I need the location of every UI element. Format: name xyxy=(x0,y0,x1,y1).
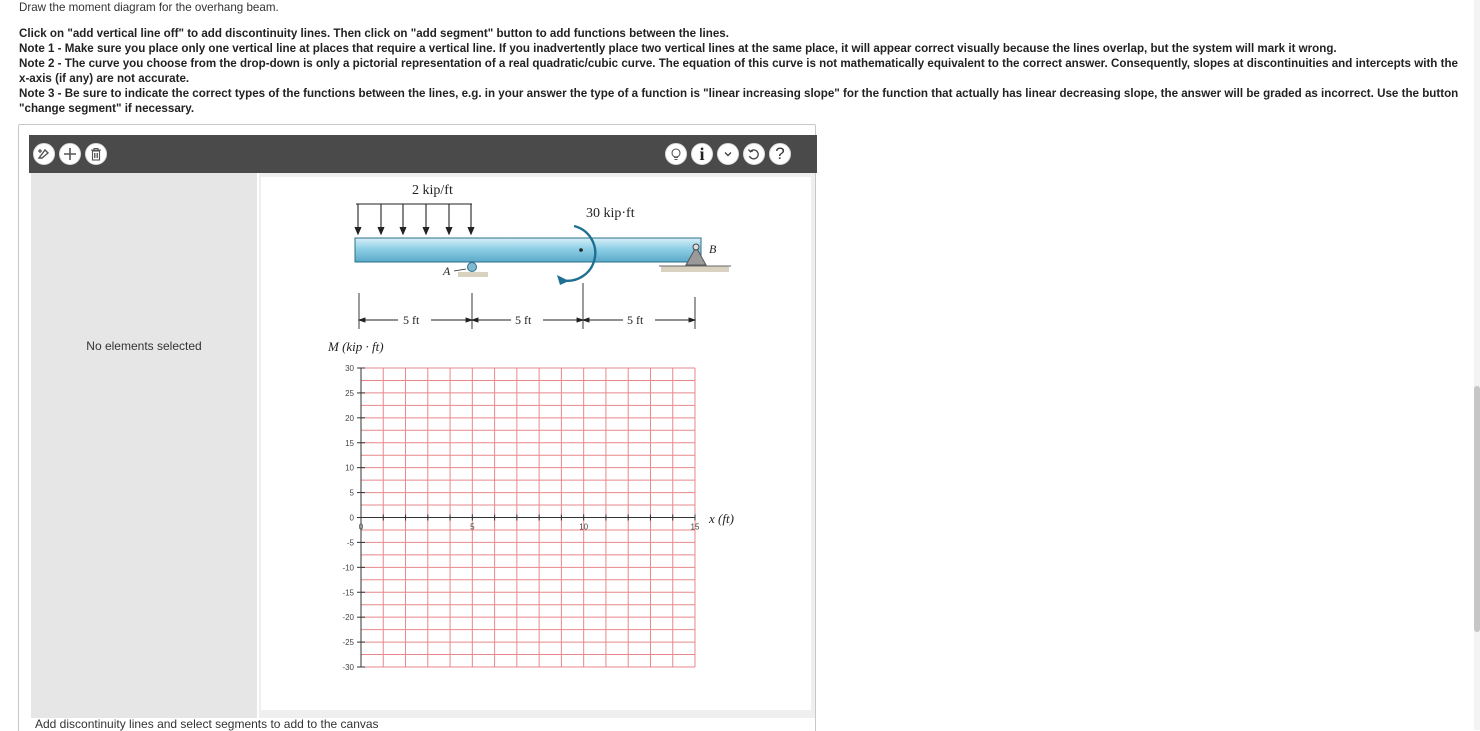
canvas-area xyxy=(259,173,815,718)
support-b-label: B xyxy=(709,242,717,256)
chevron-down-icon[interactable] xyxy=(717,143,739,165)
y-tick-label: 25 xyxy=(345,388,354,398)
y-tick-label: -10 xyxy=(342,563,354,573)
beam-figure xyxy=(355,183,731,329)
support-a-label: A xyxy=(443,264,451,278)
drawing-canvas[interactable] xyxy=(261,177,811,710)
help-icon[interactable]: ? xyxy=(769,143,791,165)
support-a xyxy=(442,263,488,279)
moment-label: 30 kip·ft xyxy=(586,206,635,221)
instruction-line: Click on "add vertical line off" to add discontinuity lines. Then click on "add segment" button to add functions between the lines. xyxy=(19,27,729,40)
x-axis-label: x (ft) xyxy=(709,511,734,526)
undo-icon[interactable] xyxy=(743,143,765,165)
drawing-widget xyxy=(18,124,816,731)
y-axis-label: M (kip · ft) xyxy=(328,339,384,354)
add-segment-icon[interactable] xyxy=(59,143,81,165)
x-tick-label: 15 xyxy=(690,522,700,532)
note-1: Note 1 - Make sure you place only one vertical line at places that require a vertical line. If you inadvertently place two vertical lines at the same place, it will appear correct visually because the lines overlap, but the system will mark it wrong. xyxy=(19,42,1337,55)
distributed-load-arrows xyxy=(355,204,474,234)
selection-message: No elements selected xyxy=(86,339,202,353)
x-tick-label: 5 xyxy=(470,522,475,532)
toolbar xyxy=(29,135,817,173)
load-label: 2 kip/ft xyxy=(412,183,453,198)
x-tick-label: 10 xyxy=(579,522,589,532)
info-icon[interactable]: i xyxy=(691,143,713,165)
y-tick-label: 10 xyxy=(345,463,354,473)
span-label: 5 ft xyxy=(403,313,420,327)
moment-axes xyxy=(342,364,700,672)
note-3: Note 3 - Be sure to indicate the correct types of the functions between the lines, e.g. in your answer the type of a function is "linear increasing slope" for the function that actually has linear decreasing slope, the answer will be graded as incorrect. Use the button "change segment" if necessary. xyxy=(19,87,1459,115)
y-tick-label: -30 xyxy=(342,663,354,672)
y-tick-label: 0 xyxy=(349,513,354,523)
hint-bulb-icon[interactable] xyxy=(665,143,687,165)
y-tick-label: 20 xyxy=(345,413,354,423)
y-tick-label: -15 xyxy=(342,588,354,598)
scrollbar-thumb[interactable] xyxy=(1474,386,1480,632)
page-scrollbar[interactable] xyxy=(1474,0,1480,730)
trash-icon[interactable] xyxy=(85,143,107,165)
add-vertical-line-icon[interactable] xyxy=(33,143,55,165)
properties-panel xyxy=(31,173,257,718)
problem-title: Draw the moment diagram for the overhang beam. xyxy=(19,1,279,14)
status-text: Add discontinuity lines and select segments to add to the canvas xyxy=(35,717,379,731)
span-label: 5 ft xyxy=(627,313,644,327)
y-tick-label: 30 xyxy=(345,364,354,373)
y-tick-label: -5 xyxy=(346,538,354,548)
note-2: Note 2 - The curve you choose from the drop-down is only a pictorial representation of a real quadratic/cubic curve. The equation of this curve is not mathematically equivalent to the correct answer. Consequently, slopes at discontinuities and intercepts with the x-axis (if any) are not accurate. xyxy=(19,57,1458,85)
instructions xyxy=(19,0,1459,116)
x-tick-label: 0 xyxy=(358,522,364,532)
problem-figure xyxy=(261,177,811,710)
y-tick-label: -20 xyxy=(342,613,354,623)
y-tick-label: 15 xyxy=(345,438,354,448)
y-tick-label: 5 xyxy=(349,488,354,498)
span-label: 5 ft xyxy=(515,313,532,327)
beam-body xyxy=(355,238,701,262)
y-tick-label: -25 xyxy=(342,638,354,648)
